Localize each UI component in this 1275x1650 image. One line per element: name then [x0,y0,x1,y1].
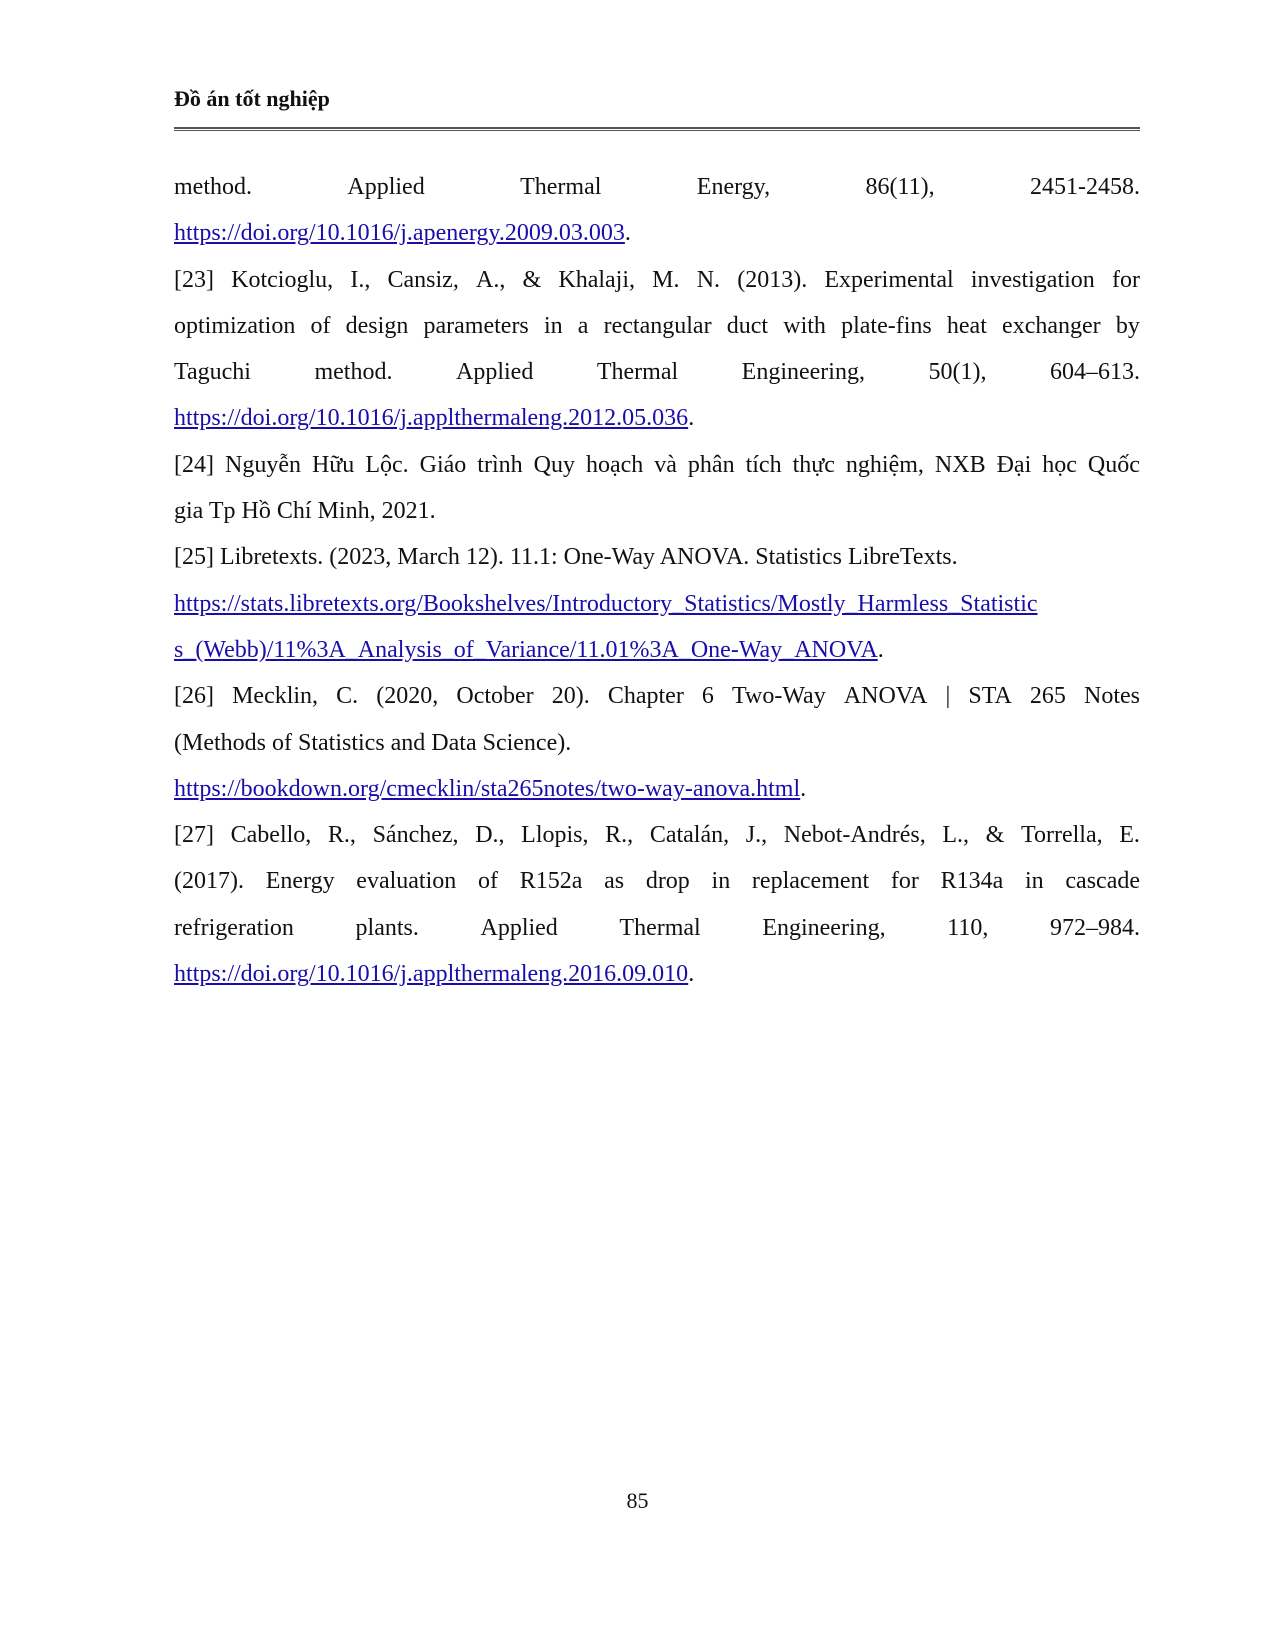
word: Energy [265,868,335,895]
word: và [654,451,677,478]
word: Nebot-Andrés, [783,822,926,849]
punctuation: . [624,220,631,247]
word: a [577,312,589,339]
ref-line [174,673,1140,719]
word: (2017). [174,868,244,895]
word: Giáo [419,451,467,478]
word: optimization [174,312,296,339]
word: Chapter [607,683,684,710]
word: học [1042,451,1077,478]
word: Cabello, [230,822,312,849]
word: Quy [533,451,575,478]
ref-line [174,395,1140,441]
word: Lộc. [365,451,409,478]
word: 20). [551,683,590,710]
header-rule [174,127,1140,131]
word: Cansiz, [387,266,459,293]
word: Torrella, [1020,822,1103,849]
libretexts-link-part1[interactable]: https://stats.libretexts.org/Bookshelves/Introductory_Statistics/Mostly_Harmless_Statistic [174,590,1038,617]
word: refrigeration [174,914,294,941]
word: 2451-2458. [1029,174,1140,200]
word: Khalaji, [558,266,635,293]
word: Sánchez, [372,822,459,849]
word: STA [968,683,1012,710]
word: Nguyễn [224,451,301,478]
doi-link[interactable]: https://doi.org/10.1016/j.applthermaleng.2016.09.010 [174,961,689,988]
word: (2020, [376,683,439,710]
punctuation: . [688,405,695,432]
word: in [543,312,563,339]
punctuation: . [688,961,695,988]
word: R134a [940,868,1004,895]
ref-line: gia Tp Hồ Chí Minh, 2021. [174,498,436,525]
word: Notes [1084,683,1140,710]
ref-line [174,951,1140,997]
word: Energy, [696,174,771,200]
ref-line: (Methods of Statistics and Data Science). [174,729,572,756]
word: Thermal [520,174,602,200]
word: for [1111,266,1140,293]
ref-line [174,210,1140,256]
libretexts-link-part2[interactable]: s_(Webb)/11%3A_Analysis_of_Variance/11.01%3A_One-Way_ANOVA [174,636,878,663]
word: evaluation [356,868,457,895]
word: Two-Way [732,683,826,710]
word: R152a [519,868,583,895]
doi-link[interactable]: https://doi.org/10.1016/j.apenergy.2009.03.003 [174,220,625,247]
word: trình [477,451,523,478]
word: Taguchi [174,359,251,386]
word: 972–984. [1049,914,1140,941]
word: plate-fins [841,312,932,339]
ref-line [174,164,1140,210]
word: NXB [934,451,986,478]
word: replacement [751,868,870,895]
ref-line [174,257,1140,303]
word: Kotcioglu, [231,266,334,293]
word: Hữu [311,451,355,478]
word: thực [792,451,835,478]
word: L., [942,822,970,849]
word: ANOVA [843,683,928,710]
word: C. [336,683,359,710]
references-body [174,164,1140,997]
bookdown-link[interactable]: https://bookdown.org/cmecklin/sta265notes/two-way-anova.html [174,775,801,802]
page-number: 85 [626,1488,649,1513]
word: method. [314,359,393,386]
word: Mecklin, [232,683,319,710]
word: N. [696,266,721,293]
word: [23] [174,266,214,293]
word: heat [946,312,987,339]
word: I., [350,266,371,293]
word: Applied [456,359,534,386]
word: tích [745,451,782,478]
word: method. [174,174,252,200]
ref-line [174,627,1140,673]
word: in [1025,868,1044,895]
word: parameters [423,312,529,339]
word: (2013). [737,266,808,293]
word: 265 [1029,683,1066,710]
ref-line [174,812,1140,858]
word: plants. [355,914,419,941]
header-title: Đồ án tốt nghiệp [174,86,330,111]
word: with [783,312,826,339]
word: investigation [970,266,1095,293]
word: Quốc [1087,451,1140,478]
word: of [477,868,498,895]
word: D., [475,822,505,849]
word: duct [726,312,769,339]
word: J., [745,822,768,849]
word: 110, [947,914,989,941]
ref-line [174,905,1140,951]
word: 604–613. [1049,359,1140,386]
word: Applied [347,174,425,200]
word: Đại [996,451,1032,478]
word: | [945,683,951,710]
punctuation: . [800,775,807,802]
word: in [711,868,731,895]
word: R., [605,822,634,849]
word: [27] [174,822,214,849]
word: 6 [701,683,714,710]
ref-line [174,442,1140,488]
word: R., [327,822,356,849]
word: Engineering, [762,914,886,941]
word: hoạch [585,451,644,478]
ref-line [174,349,1140,395]
word: Engineering, [741,359,865,386]
word: as [604,868,625,895]
word: rectangular [603,312,712,339]
word: E. [1119,822,1140,849]
word: drop [645,868,690,895]
word: by [1115,312,1140,339]
word: 86(11), [865,174,935,200]
word: for [890,868,919,895]
word: exchanger [1002,312,1101,339]
word: & [522,266,542,293]
word: Applied [480,914,558,941]
word: Experimental [824,266,954,293]
word: cascade [1065,868,1140,895]
word: & [985,822,1005,849]
word: design [345,312,409,339]
ref-line [174,858,1140,904]
word: A., [476,266,506,293]
word: Llopis, [521,822,589,849]
punctuation: . [877,636,884,663]
word: nghiệm, [845,451,924,478]
word: [26] [174,683,214,710]
word: 50(1), [928,359,987,386]
word: [24] [174,451,214,478]
ref-line [174,303,1140,349]
ref-line: [25] Libretexts. (2023, March 12). 11.1: One-Way ANOVA. Statistics LibreTexts. [174,544,958,571]
word: Thermal [596,359,679,386]
ref-line [174,766,1140,812]
word: of [310,312,331,339]
ref-line [174,581,1140,627]
word: phân [687,451,735,478]
word: October [456,683,534,710]
doi-link[interactable]: https://doi.org/10.1016/j.applthermaleng.2012.05.036 [174,405,689,432]
word: Thermal [619,914,701,941]
word: M. [652,266,680,293]
word: Catalán, [649,822,730,849]
